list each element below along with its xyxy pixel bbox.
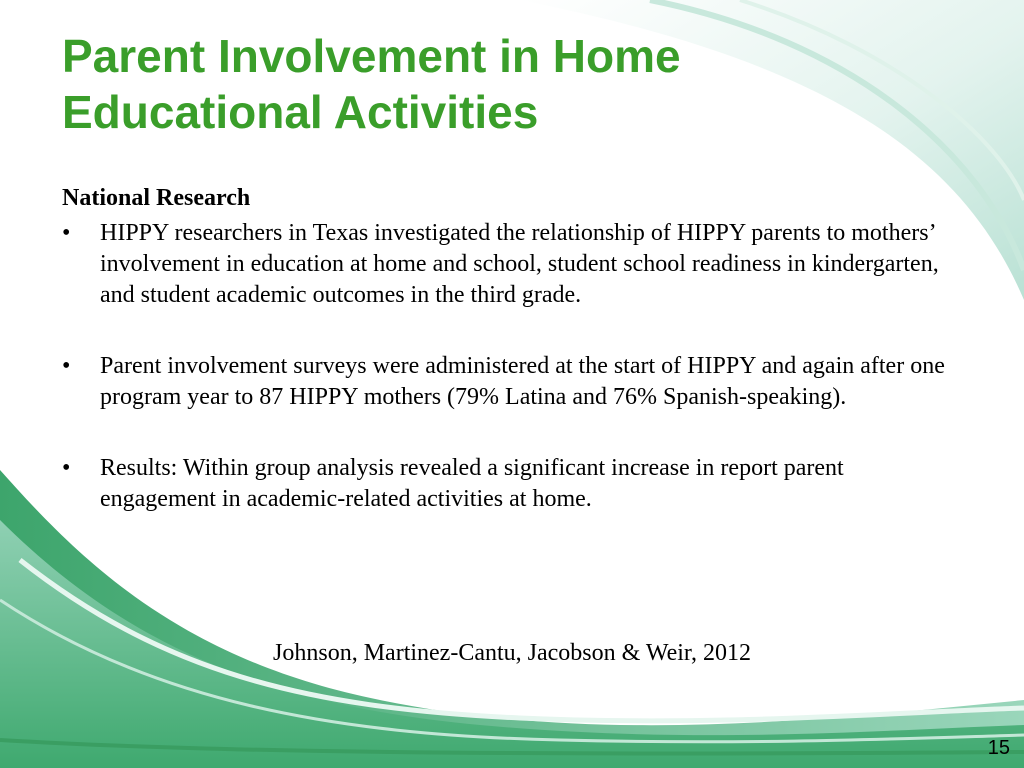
bullet-item [62, 218, 962, 311]
slide-title-line-2: Educational Activities [62, 86, 539, 138]
bullet-item [62, 453, 962, 515]
bullet-list [62, 218, 962, 515]
slide-title [62, 28, 962, 140]
section-heading: National Research [62, 185, 251, 211]
bullet-glyph: • [62, 353, 71, 379]
slide-number: 15 [987, 737, 1010, 759]
bullet-text: Parent involvement surveys were administered at the start of HIPPY and again after one program year to 87 HIPPY mothers (79% Latina and 76% Spanish-speaking). [100, 353, 945, 410]
citation: Johnson, Martinez-Cantu, Jacobson & Weir, 2012 [273, 640, 751, 666]
bullet-item [62, 351, 962, 413]
slide-body [62, 183, 962, 555]
slide-title-line-1: Parent Involvement in Home [62, 30, 681, 82]
bullet-glyph: • [62, 220, 71, 246]
bullet-glyph: • [62, 455, 71, 481]
bullet-text: HIPPY researchers in Texas investigated the relationship of HIPPY parents to mothers’ involvement in education at home and school, student school readiness in kindergarten, and student academic outcomes in the third grade. [100, 220, 939, 308]
bullet-text: Results: Within group analysis revealed a significant increase in report parent engagement in academic-related activities at home. [100, 455, 844, 512]
